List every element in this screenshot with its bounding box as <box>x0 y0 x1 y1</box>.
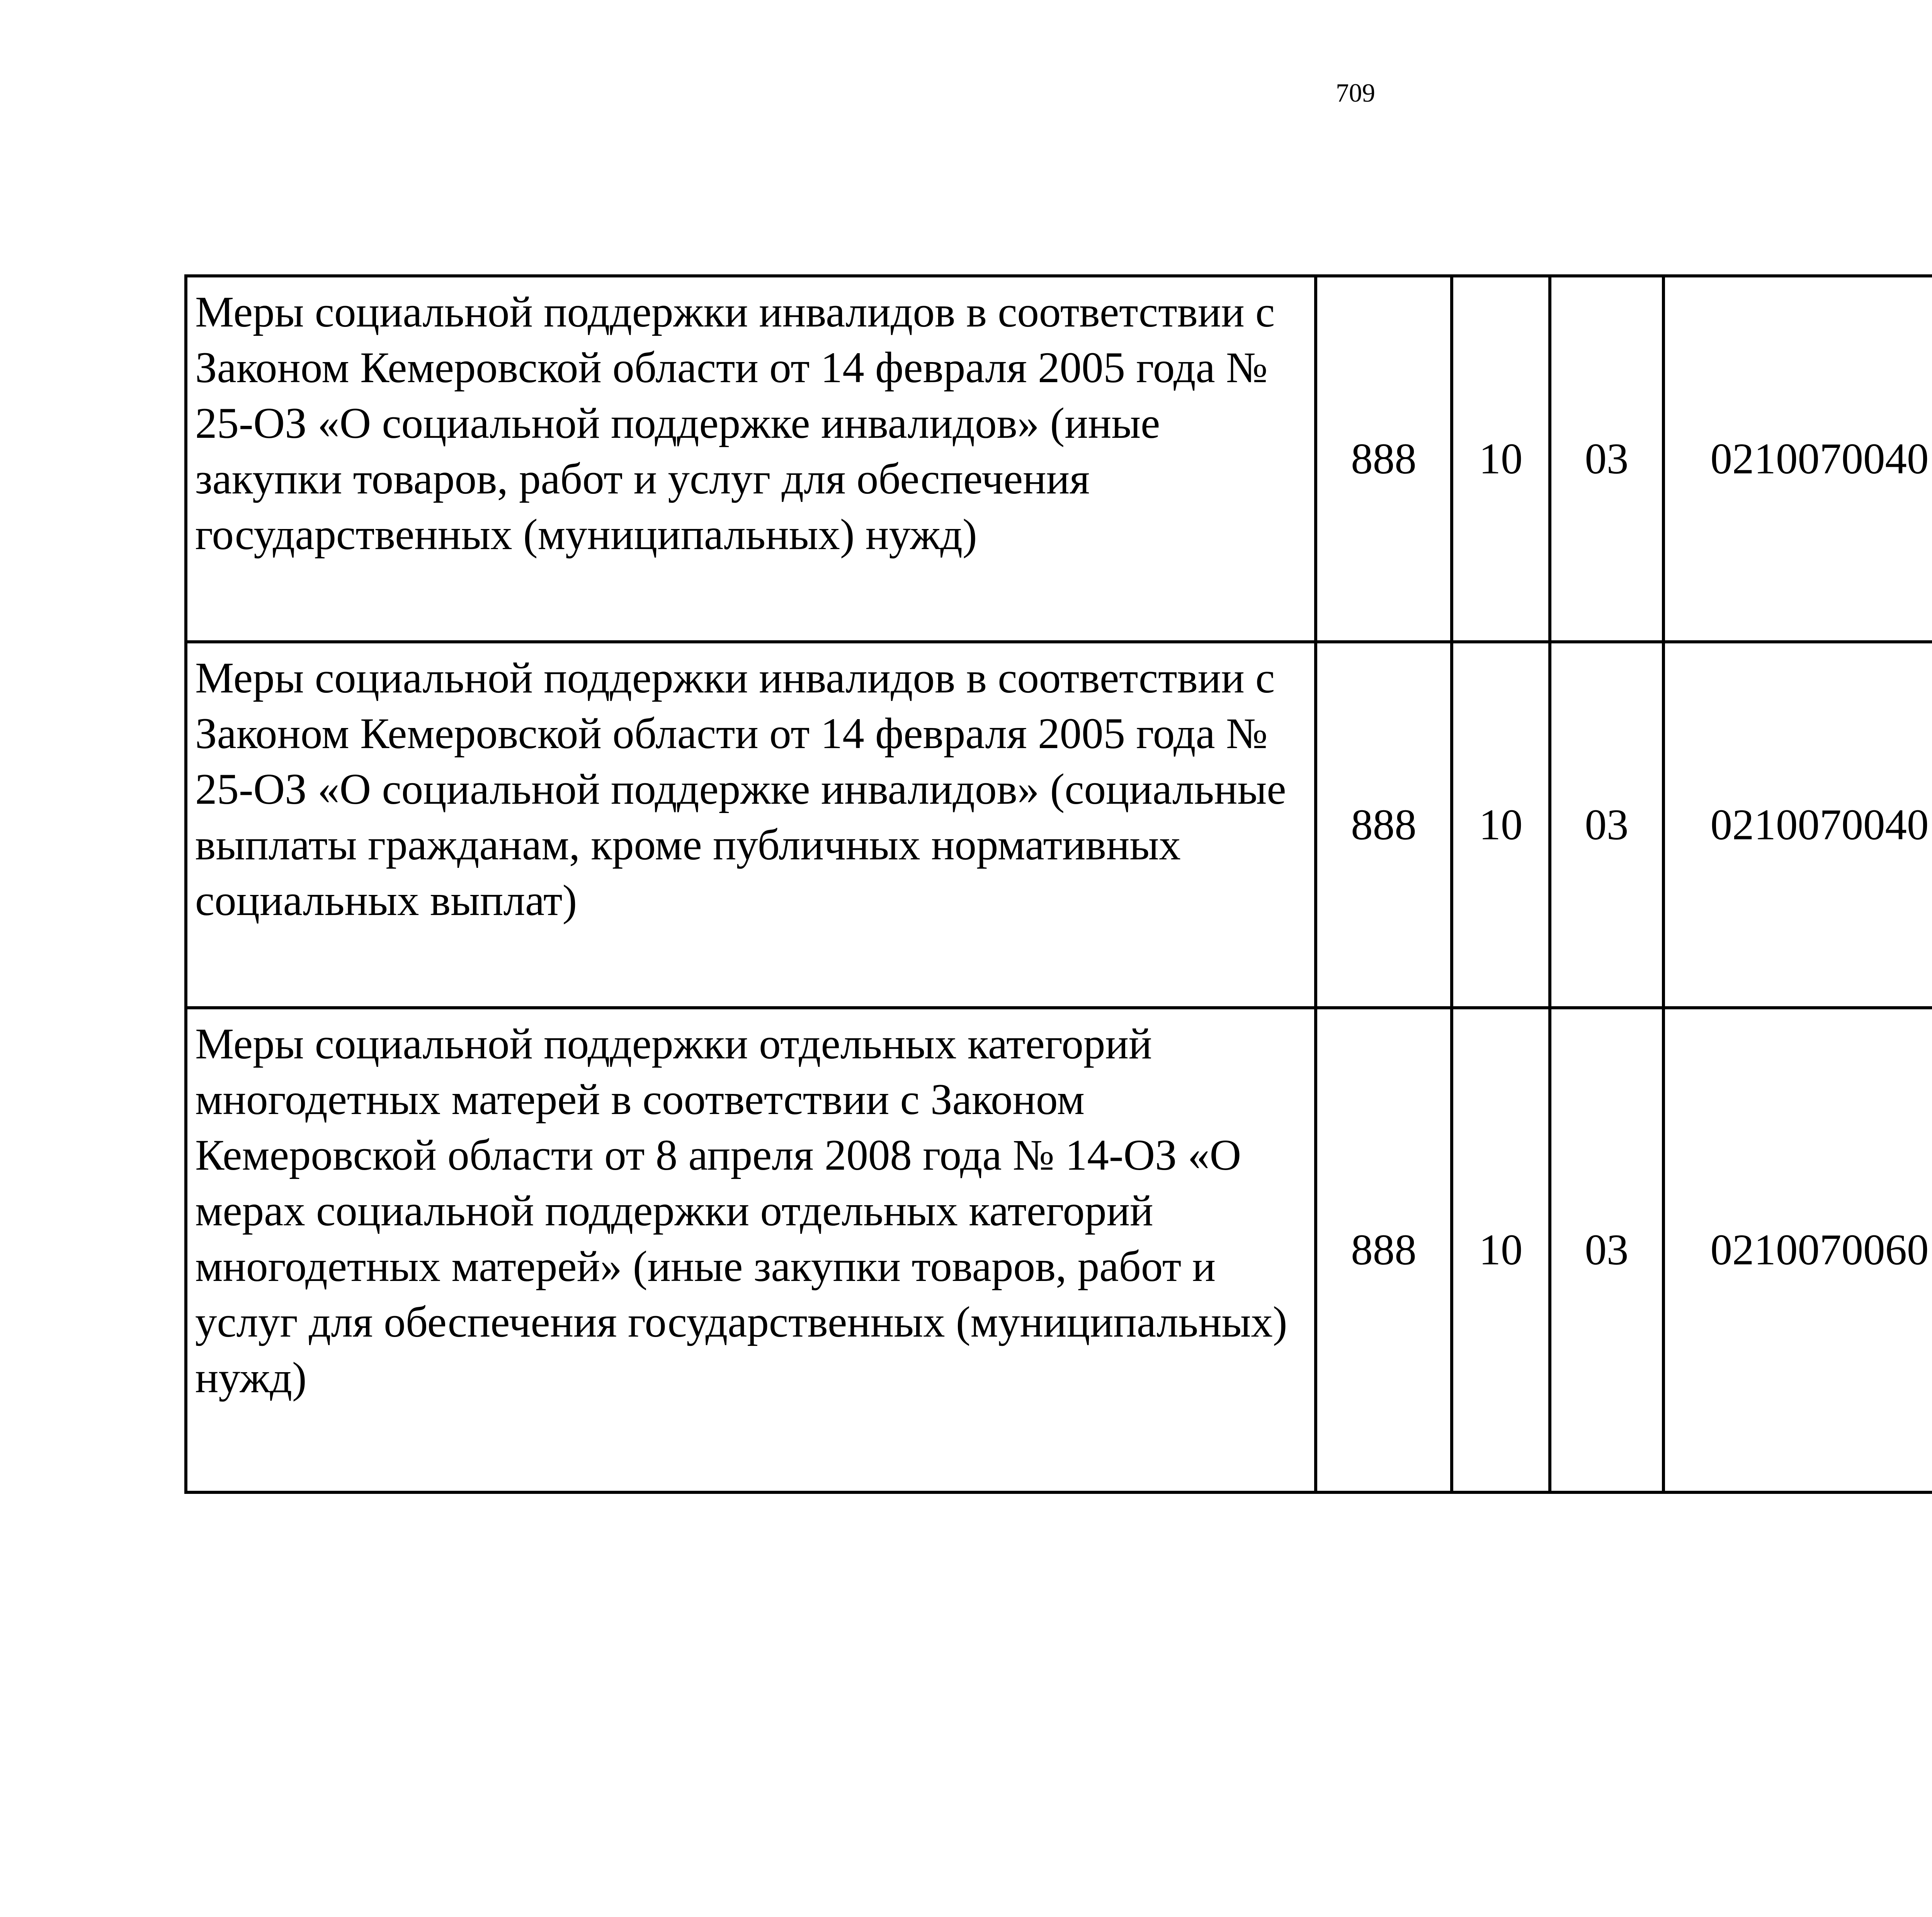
table-row <box>186 642 1932 1008</box>
page-number: 709 <box>1336 78 1375 107</box>
section-code: 10 <box>1452 276 1550 642</box>
ministry-code: 888 <box>1316 642 1452 1008</box>
section-code: 10 <box>1452 642 1550 1008</box>
target-article-code: 0210070060 <box>1663 1008 1932 1492</box>
ministry-code: 888 <box>1316 276 1452 642</box>
row-description: Меры социальной поддержки отдельных категорий многодетных матерей в соответствии с Законом Кемеровской области от 8 апреля 2008 года № 14-ОЗ «О мерах социальной поддержки отдельных категорий многодетных матерей» (иные закупки товаров, работ и услуг для обеспечения государственных (муниципальных) нужд) <box>186 1008 1316 1492</box>
row-description: Меры социальной поддержки инвалидов в соответствии с Законом Кемеровской области от 14 февраля 2005 года № 25-ОЗ «О социальной поддержке инвалидов» (социальные выплаты гражданам, кроме публичных нормативных социальных выплат) <box>186 642 1316 1008</box>
table-row <box>186 1008 1932 1492</box>
subsection-code: 03 <box>1550 642 1663 1008</box>
subsection-code: 03 <box>1550 1008 1663 1492</box>
budget-table <box>184 274 1932 1494</box>
target-article-code: 0210070040 <box>1663 276 1932 642</box>
ministry-code: 888 <box>1316 1008 1452 1492</box>
section-code: 10 <box>1452 1008 1550 1492</box>
subsection-code: 03 <box>1550 276 1663 642</box>
table-row <box>186 276 1932 642</box>
target-article-code: 0210070040 <box>1663 642 1932 1008</box>
row-description: Меры социальной поддержки инвалидов в соответствии с Законом Кемеровской области от 14 февраля 2005 года № 25-ОЗ «О социальной поддержке инвалидов» (иные закупки товаров, работ и услуг для обеспечения государственных (муниципальных) нужд) <box>186 276 1316 642</box>
